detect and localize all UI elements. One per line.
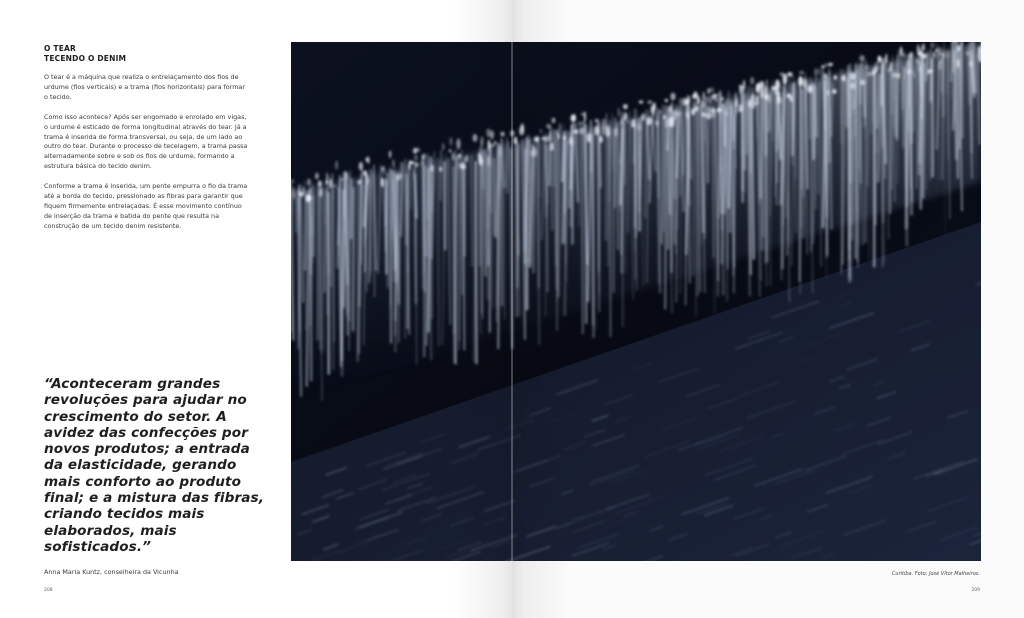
thread-highlight (542, 137, 546, 140)
thread-highlight (431, 164, 433, 172)
thread-highlight (859, 55, 864, 62)
thread-highlight (319, 187, 322, 197)
thread-strand (721, 94, 722, 231)
thread-highlight (584, 111, 586, 122)
thread-highlight (897, 73, 900, 79)
thread-highlight (850, 82, 855, 89)
pull-quote: “Aconteceram grandes revoluções para ajudar no crescimento do setor. A avidez das confecções por novos produtos; a entrada da elasticidade, gerando mais conforto ao produto final; e a mistura das fibras, criando tecidos mais elaborados, mais sofisticados.” (44, 376, 264, 555)
thread-highlight (550, 142, 554, 149)
thread-highlight (333, 184, 336, 189)
thread-strand (910, 59, 911, 215)
thread-highlight (414, 162, 419, 167)
thread-highlight (865, 65, 869, 71)
thread-highlight (670, 93, 675, 101)
thread-highlight (829, 63, 833, 66)
thread-highlight (872, 71, 875, 76)
thread-highlight (799, 71, 805, 74)
thread-highlight (969, 61, 973, 68)
thread-highlight (659, 109, 661, 115)
thread-highlight (458, 163, 460, 168)
thread-highlight (957, 59, 959, 68)
thread-highlight (946, 50, 950, 58)
thread-highlight (481, 159, 483, 167)
thread-strand (841, 69, 842, 144)
thread-highlight (910, 52, 912, 60)
thread-highlight (693, 101, 695, 111)
thread-highlight (743, 80, 745, 90)
page-number-right: 209 (971, 588, 980, 593)
thread-highlight (627, 120, 629, 124)
thread-highlight (677, 110, 681, 115)
thread-strand (895, 71, 896, 137)
thread-strand (494, 158, 495, 236)
thread-strand (658, 115, 660, 293)
thread-strand (593, 133, 594, 325)
thread-highlight (875, 67, 877, 73)
thread-highlight (466, 155, 469, 163)
thread-highlight (549, 131, 552, 142)
thread-strand (438, 158, 439, 346)
thread-highlight (489, 149, 492, 152)
thread-highlight (413, 148, 417, 154)
thread-highlight (546, 124, 551, 129)
photo-caption: Curitiba. Foto: José Vítor Malheiros. (891, 571, 980, 577)
thread-highlight (750, 77, 754, 85)
thread-highlight (715, 96, 717, 102)
thread-highlight (957, 45, 960, 51)
thread-strand (305, 180, 306, 331)
thread-highlight (824, 73, 827, 78)
thread-strand (476, 161, 477, 364)
thread-highlight (686, 95, 691, 104)
thread-highlight (938, 62, 942, 70)
thread-highlight (936, 48, 938, 52)
thread-strand (795, 90, 796, 180)
thread-strand (424, 166, 425, 357)
thread-highlight (933, 51, 936, 57)
heading-subtitle: TECENDO O DENIM (44, 54, 127, 63)
thread-highlight (884, 56, 887, 64)
loom-photo (291, 42, 981, 561)
thread-highlight (330, 178, 332, 188)
thread-highlight (707, 106, 711, 114)
thread-highlight (787, 93, 792, 98)
thread-highlight (739, 84, 741, 95)
thread-strand (877, 74, 878, 129)
thread-highlight (421, 160, 423, 166)
thread-highlight (397, 174, 399, 181)
thread-highlight (850, 73, 855, 81)
thread-highlight (606, 113, 608, 122)
thread-highlight (654, 120, 659, 123)
thread-highlight (457, 153, 461, 160)
thread-strand (745, 101, 746, 193)
thread-highlight (540, 129, 542, 134)
thread-strand (370, 180, 371, 276)
thread-highlight (930, 42, 935, 49)
thread-highlight (771, 86, 776, 91)
thread-highlight (439, 167, 442, 172)
thread-highlight (571, 114, 576, 122)
thread-highlight (711, 110, 716, 118)
thread-highlight (841, 75, 846, 82)
thread-highlight (307, 178, 311, 186)
thread-strand (713, 108, 714, 258)
thread-highlight (921, 54, 926, 59)
thread-highlight (738, 104, 743, 112)
thread-highlight (709, 88, 714, 93)
thread-highlight (335, 161, 338, 170)
thread-highlight (907, 69, 911, 75)
thread-highlight (758, 81, 764, 88)
body-paragraph: Conforme a trama é inserida, um pente empurra o fio da trama até a borda do tecido, pressionado as fibras para garantir que fiquem firmemente entrelaçadas. É esse movimento contínuo de inserção da trama e batida do pente que resulta na construção de um tecido denim resistente. (44, 182, 248, 230)
thread-highlight (647, 118, 652, 125)
thread-highlight (748, 100, 751, 108)
thread-highlight (792, 75, 794, 79)
thread-highlight (860, 80, 865, 86)
thread-highlight (707, 96, 709, 102)
thread-highlight (481, 136, 484, 146)
thread-highlight (637, 123, 642, 131)
thread-strand (942, 56, 943, 91)
thread-highlight (877, 56, 881, 63)
thread-strand (328, 176, 329, 274)
thread-highlight (392, 159, 394, 167)
thread-highlight (888, 68, 892, 73)
thread-highlight (919, 67, 921, 71)
thread-highlight (966, 52, 969, 56)
thread-highlight (315, 173, 319, 180)
thread-highlight (776, 96, 782, 104)
thread-highlight (594, 126, 599, 135)
thread-highlight (319, 180, 322, 187)
heading-title: O TEAR (44, 44, 77, 53)
thread-highlight (663, 115, 666, 119)
thread-strand (639, 118, 640, 231)
thread-highlight (694, 91, 696, 99)
thread-highlight (752, 94, 755, 101)
thread-highlight (892, 73, 897, 77)
thread-highlight (595, 119, 597, 123)
body-paragraph: Como isso acontece? Após ser engomado e enrolado em vigas, o urdume é esticado de forma longitudinal através do tear. Já a trama é inserida de forma transversal, ou seja, de um lado ao outro do tear. Durante o processo de tecelagem, a trama passa alternadamente sobre e sob os fios de urdume, formando a estrutura básica do tecido denim. (44, 112, 248, 171)
thread-highlight (450, 137, 453, 146)
thread-highlight (623, 104, 628, 109)
thread-highlight (366, 175, 369, 185)
thread-highlight (490, 130, 494, 139)
thread-highlight (452, 152, 455, 161)
thread-highlight (488, 156, 491, 167)
thread-strand (344, 171, 345, 308)
thread-strand (471, 155, 472, 267)
thread-strand (546, 145, 547, 292)
thread-highlight (701, 100, 705, 107)
thread-highlight (545, 136, 549, 142)
thread-highlight (701, 112, 704, 117)
thread-highlight (834, 75, 837, 80)
thread-highlight (513, 137, 517, 145)
thread-highlight (832, 89, 837, 94)
thread-highlight (345, 171, 348, 181)
thread-highlight (414, 155, 418, 161)
thread-highlight (768, 94, 771, 103)
thread-strand (559, 141, 560, 297)
thread-highlight (818, 68, 820, 75)
thread-highlight (478, 152, 481, 160)
thread-highlight (409, 160, 411, 170)
thread-highlight (734, 99, 738, 108)
thread-highlight (814, 68, 817, 76)
thread-strand (665, 105, 666, 309)
thread-strand (860, 65, 861, 105)
thread-highlight (442, 143, 444, 150)
thread-highlight (581, 113, 584, 116)
thread-highlight (712, 94, 716, 100)
thread-highlight (382, 166, 386, 174)
thread-highlight (916, 58, 919, 63)
thread-highlight (614, 127, 617, 136)
thread-highlight (639, 100, 643, 103)
thread-highlight (917, 44, 919, 55)
thread-highlight (600, 136, 603, 143)
thread-highlight (532, 148, 538, 157)
thread-highlight (647, 100, 652, 103)
thread-strand (540, 142, 541, 197)
thread-highlight (665, 118, 669, 128)
thread-highlight (389, 150, 391, 158)
thread-highlight (341, 178, 343, 181)
thread-highlight (449, 149, 451, 152)
thread-highlight (306, 194, 312, 202)
thread-highlight (602, 125, 604, 136)
thread-highlight (292, 188, 296, 199)
thread-highlight (574, 129, 579, 133)
thread-highlight (490, 144, 495, 148)
thread-highlight (669, 117, 674, 128)
thread-strand (897, 54, 898, 141)
thread-highlight (764, 93, 768, 100)
thread-strand (811, 82, 812, 252)
thread-highlight (942, 52, 945, 58)
thread-highlight (460, 163, 464, 170)
article-heading (44, 44, 264, 64)
thread-highlight (381, 177, 384, 187)
thread-highlight (883, 64, 885, 68)
thread-highlight (760, 88, 763, 98)
thread-highlight (423, 153, 426, 159)
thread-highlight (606, 131, 610, 138)
thread-highlight (650, 105, 654, 114)
thread-strand (441, 150, 442, 201)
thread-highlight (922, 43, 925, 50)
thread-highlight (827, 90, 830, 96)
thread-highlight (624, 112, 628, 120)
thread-highlight (621, 119, 623, 126)
thread-highlight (685, 111, 687, 117)
thread-highlight (706, 113, 711, 119)
thread-highlight (302, 186, 304, 196)
thread-strand (565, 137, 566, 214)
thread-highlight (326, 172, 329, 183)
thread-highlight (938, 47, 942, 57)
thread-highlight (486, 128, 490, 137)
thread-highlight (821, 65, 825, 68)
thread-highlight (569, 137, 574, 145)
thread-highlight (803, 78, 808, 88)
thread-highlight (552, 117, 556, 123)
thread-highlight (363, 170, 366, 176)
thread-highlight (456, 138, 460, 149)
thread-highlight (499, 147, 501, 157)
thread-highlight (668, 105, 673, 111)
thread-highlight (927, 69, 929, 75)
thread-highlight (579, 127, 584, 134)
article-body (44, 73, 249, 242)
thread-strand (606, 120, 607, 241)
thread-highlight (555, 130, 559, 136)
thread-highlight (717, 108, 722, 113)
thread-highlight (488, 140, 491, 150)
thread-highlight (473, 134, 478, 142)
thread-highlight (357, 180, 361, 185)
body-paragraph: O tear é a máquina que realiza o entrelaçamento dos fios de urdume (fios verticais) e a trama (fios horizontais) para formar o tecido. (44, 73, 245, 101)
thread-highlight (631, 119, 635, 128)
thread-strand (931, 49, 932, 104)
thread-highlight (618, 107, 620, 117)
thread-highlight (642, 113, 646, 121)
thread-highlight (563, 136, 566, 141)
thread-highlight (366, 157, 368, 161)
thread-highlight (725, 111, 727, 116)
thread-highlight (798, 76, 803, 86)
thread-strand (387, 174, 388, 242)
thread-highlight (587, 133, 591, 143)
thread-highlight (807, 85, 812, 93)
thread-highlight (298, 188, 300, 194)
loom-threads-image (291, 42, 981, 561)
thread-strand (462, 150, 463, 295)
thread-highlight (578, 122, 583, 126)
thread-highlight (665, 99, 668, 102)
thread-strand (351, 179, 352, 240)
thread-highlight (780, 72, 784, 76)
thread-highlight (359, 162, 363, 170)
thread-highlight (399, 173, 402, 180)
thread-highlight (702, 91, 705, 100)
thread-highlight (787, 72, 793, 77)
thread-highlight (736, 108, 738, 114)
thread-strand (342, 189, 343, 361)
thread-highlight (721, 97, 723, 100)
thread-highlight (709, 95, 713, 104)
thread-highlight (519, 126, 524, 135)
thread-highlight (756, 96, 759, 102)
thread-highlight (867, 72, 871, 77)
thread-highlight (697, 95, 700, 104)
thread-strand (557, 129, 558, 331)
thread-strand (311, 187, 312, 381)
thread-highlight (898, 48, 903, 56)
thread-highlight (368, 156, 370, 164)
page-number-left: 208 (44, 588, 53, 593)
thread-strand (507, 141, 508, 193)
quote-attribution: Anna Maria Kuntz, conselheira da Vicunha (44, 568, 179, 576)
thread-strand (318, 181, 319, 340)
thread-highlight (500, 132, 504, 137)
thread-highlight (534, 137, 539, 143)
